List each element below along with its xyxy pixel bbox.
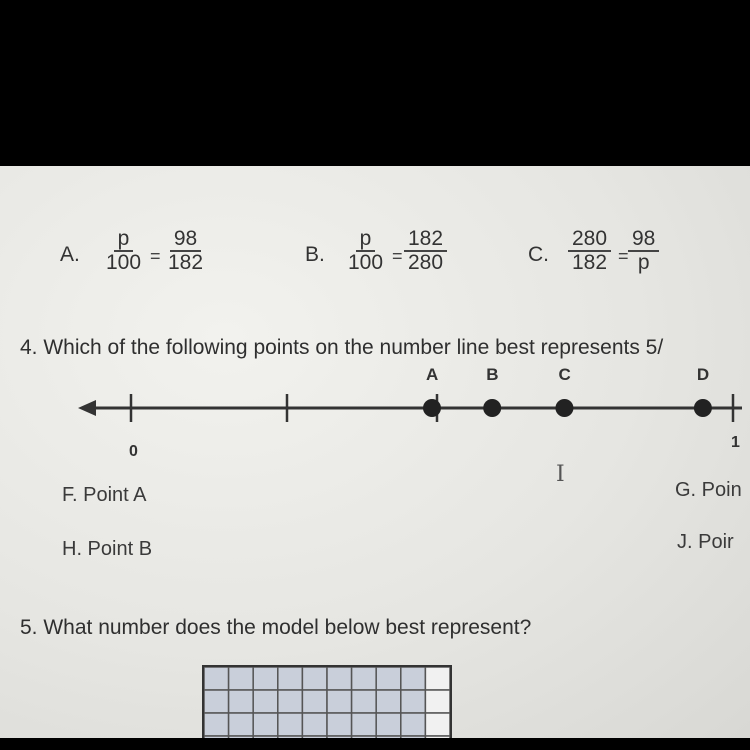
point-d xyxy=(694,399,712,417)
decimal-model-grid xyxy=(202,665,452,738)
fraction-numerator: p xyxy=(356,228,376,252)
fraction-numerator: 182 xyxy=(404,228,447,252)
grid-lines xyxy=(204,667,450,738)
fraction-numerator: 98 xyxy=(170,228,201,252)
grid-cell xyxy=(376,690,401,713)
point-label-a: A xyxy=(426,365,439,384)
fraction-denominator: 100 xyxy=(106,251,142,274)
fraction-numerator: 280 xyxy=(568,228,611,252)
option-c-label[interactable]: C. xyxy=(528,243,549,266)
grid-cell xyxy=(278,667,303,690)
question-4-text: 4. Which of the following points on the number line best represents 5/ xyxy=(20,336,664,359)
answer-g[interactable]: G. Poin xyxy=(675,479,742,501)
grid-cell xyxy=(204,690,229,713)
fraction-numerator: p xyxy=(114,228,134,252)
grid-cell xyxy=(253,667,278,690)
option-a-label[interactable]: A. xyxy=(60,243,80,266)
grid-cell xyxy=(229,713,254,736)
grid-cell xyxy=(376,667,401,690)
question-5-text: 5. What number does the model below best represent? xyxy=(20,616,532,639)
grid-cell xyxy=(376,736,401,738)
answer-f[interactable]: F. Point A xyxy=(62,484,147,506)
grid-cell xyxy=(401,713,426,736)
option-b-label[interactable]: B. xyxy=(305,243,325,266)
grid-cell xyxy=(425,713,450,736)
option-b-left-fraction xyxy=(344,228,387,274)
grid-cell xyxy=(425,736,450,738)
fraction-denominator: p xyxy=(637,251,650,274)
grid-cell xyxy=(352,667,377,690)
grid-cell xyxy=(229,736,254,738)
point-a xyxy=(423,399,441,417)
fraction-numerator: 98 xyxy=(628,228,659,252)
fraction-denominator: 182 xyxy=(168,251,204,274)
grid-cell xyxy=(302,713,327,736)
grid-cell xyxy=(278,690,303,713)
grid-cell xyxy=(204,667,229,690)
grid-cell xyxy=(204,736,229,738)
grid-cell xyxy=(327,690,352,713)
grid-cell xyxy=(352,713,377,736)
grid-cell xyxy=(302,690,327,713)
grid-cell xyxy=(327,667,352,690)
grid-cell xyxy=(401,736,426,738)
grid-cell xyxy=(278,713,303,736)
answer-h[interactable]: H. Point B xyxy=(62,538,153,560)
equals-sign: = xyxy=(150,246,161,266)
grid-cell xyxy=(327,736,352,738)
worksheet-page xyxy=(0,166,750,738)
option-c-right-fraction xyxy=(628,228,659,274)
option-a-right-fraction xyxy=(164,228,207,274)
option-a-left-fraction xyxy=(102,228,145,274)
grid-cell xyxy=(278,736,303,738)
grid-cell xyxy=(327,713,352,736)
grid-cell xyxy=(352,736,377,738)
point-c xyxy=(555,399,573,417)
point-label-d: D xyxy=(696,365,710,384)
left-arrow-icon xyxy=(78,400,96,416)
grid-cell xyxy=(401,667,426,690)
option-b-right-fraction xyxy=(404,228,447,274)
grid-cell xyxy=(425,667,450,690)
fraction-denominator: 280 xyxy=(408,251,444,274)
label-zero: 0 xyxy=(129,443,138,456)
grid-cell xyxy=(401,690,426,713)
number-line xyxy=(0,356,750,456)
text-cursor-icon: I xyxy=(556,462,565,487)
grid-cell xyxy=(376,713,401,736)
point-label-b: B xyxy=(486,365,499,384)
equals-sign: = xyxy=(618,246,629,266)
grid-cell xyxy=(302,736,327,738)
grid-cell xyxy=(253,736,278,738)
fraction-denominator: 182 xyxy=(572,251,608,274)
grid-cell xyxy=(352,690,377,713)
answer-j[interactable]: J. Poir xyxy=(677,531,734,553)
point-b xyxy=(483,399,501,417)
fraction-denominator: 100 xyxy=(348,251,384,274)
grid-cell xyxy=(204,713,229,736)
label-one: 1 xyxy=(731,434,740,451)
grid-cell xyxy=(302,667,327,690)
point-label-c: C xyxy=(558,365,571,384)
grid-cell xyxy=(253,690,278,713)
grid-cell xyxy=(229,690,254,713)
grid-cell xyxy=(425,690,450,713)
option-c-left-fraction xyxy=(568,228,611,274)
grid-cell xyxy=(229,667,254,690)
grid-cell xyxy=(253,713,278,736)
equals-sign: = xyxy=(392,246,403,266)
